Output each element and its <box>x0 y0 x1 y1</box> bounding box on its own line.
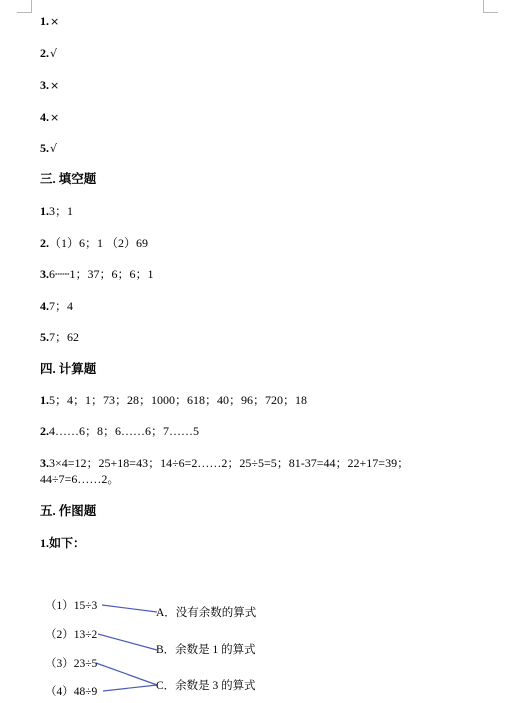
check-mark-icon: √ <box>50 47 58 60</box>
connector-line <box>103 685 157 691</box>
cross-mark-icon: × <box>50 79 60 92</box>
page-corner-mark-right <box>483 0 498 13</box>
answer-line <box>40 267 153 281</box>
answer-line-continued <box>40 472 119 486</box>
item-number: 1. <box>40 14 49 28</box>
cross-mark-icon: × <box>50 111 60 124</box>
item-number: 3. <box>40 456 49 470</box>
answer-text: 6┄┄1；37；6；6；1 <box>49 267 154 281</box>
answer-line <box>40 46 57 61</box>
connector-line <box>96 663 157 685</box>
answer-line <box>40 236 148 250</box>
item-number: 4. <box>40 299 49 313</box>
answer-line <box>40 424 199 438</box>
section-heading: 五. 作图题 <box>40 504 97 518</box>
item-number: 3. <box>40 267 49 281</box>
item-number: 4. <box>40 110 49 124</box>
answer-line <box>40 393 307 407</box>
answer-line <box>40 204 73 218</box>
answer-text: 5；4；1；73；28；1000；618；40；96；720；18 <box>49 393 308 407</box>
answer-text: 7；62 <box>49 330 80 344</box>
section-heading: 三. 填空题 <box>40 172 97 186</box>
expression-label: （4）48÷9 <box>45 686 98 698</box>
check-mark-icon: √ <box>50 142 58 155</box>
item-number: 2. <box>40 424 49 438</box>
answer-text: 如下： <box>49 536 86 550</box>
category-label: A．没有余数的算式 <box>156 607 257 619</box>
answer-text: 3×4=12；25+18=43；14÷6=2……2；25÷5=5；81-37=44；22+17=39； <box>49 456 410 470</box>
answer-line <box>40 299 73 313</box>
expression-label: （1）15÷3 <box>45 600 98 612</box>
page-corner-mark-left <box>17 0 32 13</box>
item-number: 2. <box>40 46 49 60</box>
item-number: 5. <box>40 330 49 344</box>
cross-mark-icon: × <box>50 15 60 28</box>
answer-line <box>40 78 59 93</box>
matching-figure <box>0 590 508 703</box>
answer-line <box>40 141 57 156</box>
answer-line <box>40 456 409 470</box>
category-label: B．余数是 1 的算式 <box>156 644 256 656</box>
item-number: 1. <box>40 204 49 218</box>
category-label: C．余数是 3 的算式 <box>156 680 256 692</box>
answer-text: 7；4 <box>49 299 74 313</box>
answer-text: 3；1 <box>49 204 74 218</box>
answer-line <box>40 14 59 29</box>
answer-line <box>40 536 85 550</box>
expression-label: （2）13÷2 <box>45 629 98 641</box>
item-number: 2. <box>40 236 49 250</box>
item-number: 3. <box>40 78 49 92</box>
expression-label: （3）23÷5 <box>45 658 98 670</box>
section-heading: 四. 计算题 <box>40 362 97 376</box>
connector-line <box>98 634 157 650</box>
item-number: 1. <box>40 393 49 407</box>
item-number: 1. <box>40 536 49 550</box>
answer-line <box>40 330 79 344</box>
answer-text: 4……6；8；6……6；7……5 <box>49 424 200 438</box>
connector-line <box>102 605 157 612</box>
answer-line <box>40 110 59 125</box>
answer-text: （1）6；1 （2）69 <box>49 236 149 250</box>
item-number: 5. <box>40 141 49 155</box>
answer-text: 44÷7=6……2。 <box>40 472 120 486</box>
